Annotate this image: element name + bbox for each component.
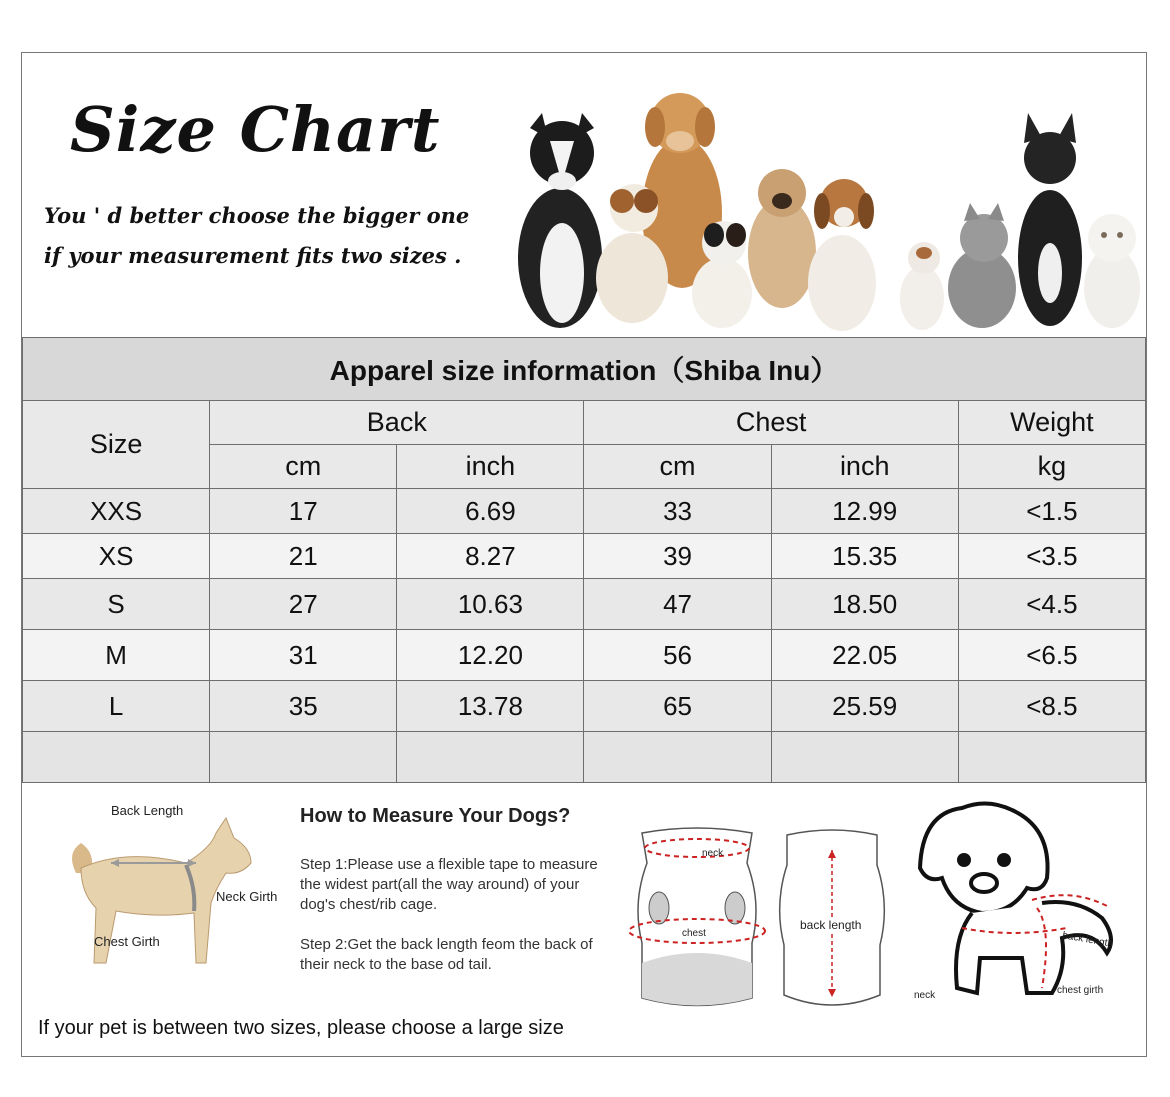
weight-cell: <3.5 — [958, 534, 1145, 579]
size-cell: XXS — [23, 489, 210, 534]
tip-line-1: You ' d better choose the bigger one — [44, 203, 470, 228]
garment-front-diagram — [627, 823, 767, 1013]
neck-girth-label: Neck Girth — [216, 889, 278, 904]
chest-cm-cell: 65 — [584, 681, 771, 732]
chest-inch-header: inch — [771, 445, 958, 489]
weight-cell: <6.5 — [958, 630, 1145, 681]
cartoon-dog-diagram — [902, 788, 1132, 1018]
pets-group-photo — [492, 83, 1142, 333]
back-length-label: Back Length — [111, 803, 184, 818]
weight-cell: <8.5 — [958, 681, 1145, 732]
chest-girth-label: Chest Girth — [94, 934, 160, 949]
chest-inch-cell: 22.05 — [771, 630, 958, 681]
chest-cm-cell: 33 — [584, 489, 771, 534]
back-cm-cell: 17 — [210, 489, 397, 534]
husky-dog-diagram — [36, 793, 286, 993]
back-inch-cell: 12.20 — [397, 630, 584, 681]
pekingese-figure — [748, 169, 816, 308]
jack-russell-figure — [596, 184, 668, 323]
back-cm-cell: 31 — [210, 630, 397, 681]
table-row — [23, 534, 1146, 579]
back-cm-header: cm — [210, 445, 397, 489]
size-table — [22, 337, 1146, 783]
size-chart-frame — [21, 52, 1147, 1057]
weight-group-header: Weight — [958, 401, 1145, 445]
border-collie-figure — [518, 113, 602, 328]
back-cm-cell: 27 — [210, 579, 397, 630]
chest-cm-header: cm — [584, 445, 771, 489]
garment-back-diagram — [772, 825, 892, 1015]
garment-chest-label: chest — [682, 928, 706, 939]
size-cell: S — [23, 579, 210, 630]
weight-cell: <4.5 — [958, 579, 1145, 630]
cartoon-neck-label: neck — [914, 990, 936, 1001]
table-row — [23, 489, 1146, 534]
chest-cm-cell: 39 — [584, 534, 771, 579]
size-cell: M — [23, 630, 210, 681]
table-row — [23, 579, 1146, 630]
bottom-note: If your pet is between two sizes, please choose a large size — [38, 1017, 564, 1039]
chest-inch-cell: 18.50 — [771, 579, 958, 630]
empty-table-row — [23, 732, 1146, 783]
garment-neck-label: neck — [702, 848, 724, 859]
chest-cm-cell: 56 — [584, 630, 771, 681]
weight-cell: <1.5 — [958, 489, 1145, 534]
step-1-text: Step 1:Please use a flexible tape to measure the widest part(all the way around) of your dog's chest/rib cage. — [300, 856, 598, 913]
table-row — [23, 630, 1146, 681]
back-cm-cell: 21 — [210, 534, 397, 579]
size-cell: XS — [23, 534, 210, 579]
french-bulldog-figure — [1018, 113, 1082, 326]
back-inch-cell: 13.78 — [397, 681, 584, 732]
chihuahua-figure — [900, 242, 944, 330]
size-column-header: Size — [23, 401, 210, 489]
beagle-figure — [808, 179, 876, 331]
step-2-text: Step 2:Get the back length feom the back of their neck to the base od tail. — [300, 936, 593, 973]
back-inch-cell: 8.27 — [397, 534, 584, 579]
white-cat-figure — [1084, 214, 1140, 328]
table-caption: Apparel size information（Shiba Inu） — [23, 338, 1146, 401]
chest-inch-cell: 15.35 — [771, 534, 958, 579]
garment-back-length-label: back length — [800, 918, 862, 932]
chest-inch-cell: 25.59 — [771, 681, 958, 732]
back-cm-cell: 35 — [210, 681, 397, 732]
weight-kg-header: kg — [958, 445, 1145, 489]
table-row — [23, 681, 1146, 732]
grey-cat-figure — [948, 203, 1016, 328]
back-group-header: Back — [210, 401, 584, 445]
chest-cm-cell: 47 — [584, 579, 771, 630]
cartoon-back-length-label: back length — [1061, 930, 1114, 950]
back-inch-cell: 6.69 — [397, 489, 584, 534]
chest-group-header: Chest — [584, 401, 958, 445]
chest-inch-cell: 12.99 — [771, 489, 958, 534]
cartoon-chest-girth-label: chest girth — [1057, 985, 1104, 996]
how-to-measure-heading: How to Measure Your Dogs? — [300, 805, 571, 827]
page-title: Size Chart — [70, 93, 441, 166]
back-inch-header: inch — [397, 445, 584, 489]
tip-line-2: if your measurement fits two sizes . — [44, 243, 462, 268]
back-inch-cell: 10.63 — [397, 579, 584, 630]
size-cell: L — [23, 681, 210, 732]
